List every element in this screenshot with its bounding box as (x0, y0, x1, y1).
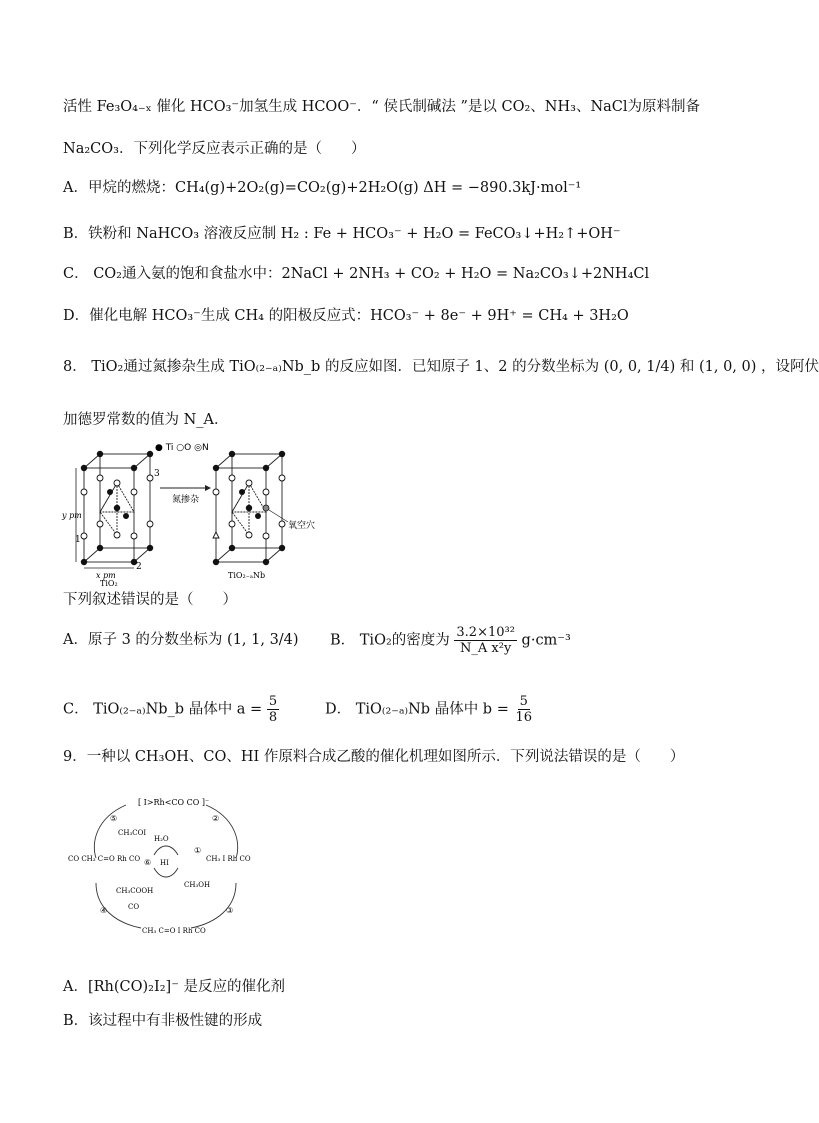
q9-option-b: B．该过程中有非极性键的形成 (63, 1013, 263, 1029)
step-3: ③ (226, 906, 234, 915)
q8-stem-tail: ，设阿伏 (761, 359, 819, 375)
q8-question: 下列叙述错误的是（ ） (63, 592, 237, 608)
bottom-species: CH₃ C=O I Rh CO (142, 927, 206, 935)
q7-stem-line2: Na₂CO₃．下列化学反应表示正确的是（ ） (63, 141, 366, 157)
ch3cooh-label: CH₃COOH (116, 887, 154, 895)
ch3coi-label: CH₃COI (118, 829, 147, 837)
q8-option-b (330, 625, 571, 656)
q8-option-d (325, 694, 534, 725)
b-fraction (513, 694, 534, 725)
a-fraction (267, 694, 279, 725)
step-2: ② (212, 814, 220, 823)
q7-stem-line1: 活性 Fe₃O₄₋ₓ 催化 HCO₃⁻加氢生成 HCOO⁻．“ 侯氏制碱法 ”是以 CO₂、NH₃、NaCl为原料制备 (63, 99, 701, 115)
a-denominator: 8 (268, 710, 278, 725)
n-atom (263, 505, 269, 511)
q8-stem-text: 8． TiO₂通过氮掺杂生成 TiO₍₂₋ₐ₎Nb_b 的反应如图．已知原子 1、2 的分数坐标为 (63, 359, 600, 375)
b-denominator: 16 (515, 710, 532, 725)
q8-option-a (63, 630, 299, 650)
q9-option-a: A．[Rh(CO)₂I₂]⁻ 是反应的催化剂 (63, 979, 285, 995)
q8-option-c (63, 694, 279, 725)
q8-coord-2: (1, 0, 0) (698, 359, 757, 375)
atom-3-label: 3 (154, 469, 160, 479)
step-6: ⑥ (144, 858, 152, 867)
q8-option-c-text: C． TiO₍₂₋ₐ₎Nb_b 晶体中 a = (63, 701, 263, 718)
q8-coord-1: (0, 0, 1/4) (603, 359, 676, 375)
y-axis-label: y pm (62, 511, 82, 520)
q7-option-c: C． CO₂通入氨的饱和食盐水中：2NaCl + 2NH₃ + CO₂ + H₂O = Na₂CO₃↓+2NH₄Cl (63, 266, 650, 282)
crystal-structure-figure (62, 438, 370, 588)
top-species: [ I>Rh<CO CO ]⁻ (138, 798, 210, 807)
step-5: ⑤ (110, 814, 118, 823)
co-label: CO (128, 903, 140, 911)
density-fraction (454, 625, 517, 656)
q8-and: 和 (679, 359, 695, 375)
q8-stem-line1 (63, 357, 819, 377)
q7-option-b: B．铁粉和 NaHCO₃ 溶液反应制 H₂ : Fe + HCO₃⁻ + H₂O = FeCO₃↓+H₂↑+OH⁻ (63, 226, 621, 242)
q9-stem: 9．一种以 CH₃OH、CO、HI 作原料合成乙酸的催化机理如图所示．下列说法错误的是（ ） (63, 749, 685, 765)
legend-text: ● Ti ○O ◎N (155, 443, 209, 453)
a-numerator: 5 (268, 694, 278, 709)
hi-label: HI (160, 859, 169, 867)
doping-arrowhead (205, 485, 211, 491)
left-caption: TiO₂ (100, 579, 118, 588)
n-dopant-atom (213, 532, 219, 538)
q7-option-a: A．甲烷的燃烧：CH₄(g)+2O₂(g)=CO₂(g)+2H₂O(g) ΔH = −890.3kJ·mol⁻¹ (63, 180, 582, 196)
b-numerator: 5 (519, 694, 528, 709)
x-axis-label: x pm (96, 571, 116, 580)
doping-label: 氮掺杂 (172, 495, 200, 505)
q8-option-d-text: D． TiO₍₂₋ₐ₎Nb 晶体中 b = (325, 701, 509, 718)
density-denominator: N_A x²y (460, 641, 512, 656)
right-species: CH₃ I Rh CO (206, 855, 251, 863)
step-4: ④ (100, 906, 108, 915)
q8-option-b-text: B． TiO₂的密度为 (330, 632, 450, 649)
q8-option-a-text: A．原子 3 的分数坐标为 (63, 632, 223, 648)
density-numerator: 3.2×10³² (456, 625, 515, 640)
atom-2-label: 2 (136, 562, 142, 572)
vacancy-label: 氧空穴 (288, 521, 316, 531)
ch3oh-label: CH₃OH (184, 881, 211, 889)
left-species: CO CH₃ C=O Rh CO (68, 855, 141, 863)
right-caption: TiO₂₋ₐNb (228, 571, 266, 580)
catalytic-cycle-figure (66, 783, 266, 953)
h2o-label: H₂O (154, 835, 169, 843)
density-unit: g·cm⁻³ (521, 632, 571, 649)
vacancy-pointer (269, 510, 288, 522)
q8-option-a-value: (1, 1, 3/4) (227, 632, 299, 648)
q8-stem-line2: 加德罗常数的值为 N_A． (63, 412, 229, 428)
q7-option-d: D．催化电解 HCO₃⁻生成 CH₄ 的阳极反应式：HCO₃⁻ + 8e⁻ + 9H⁺ = CH₄ + 3H₂O (63, 308, 629, 324)
step-1: ① (194, 846, 202, 855)
atom-1-label: 1 (75, 535, 81, 545)
